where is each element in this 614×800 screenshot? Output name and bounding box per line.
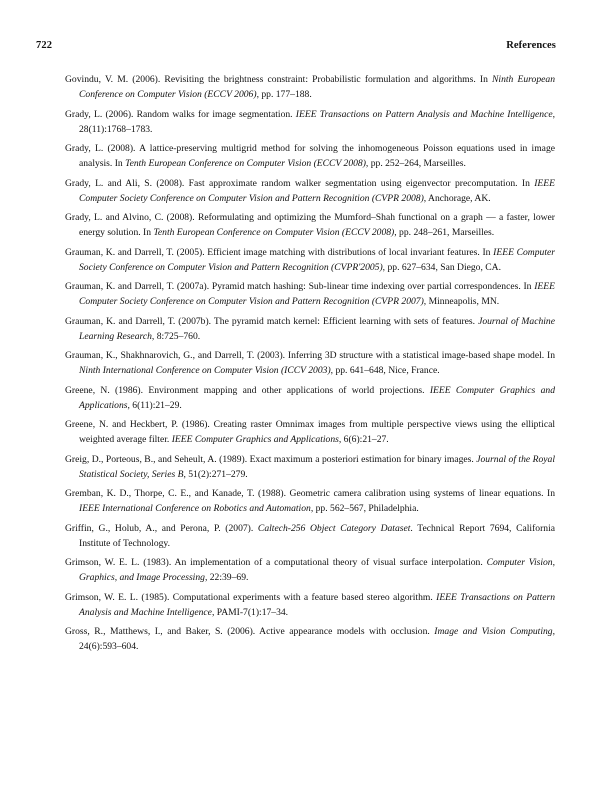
reference-entry: Grimson, W. E. L. (1985). Computational experiments with a feature based stereo algorithm. IEEE Transactions on Pattern Analysis and Machine Intelligence, PAMI-7(1):17–34. [65, 591, 555, 618]
running-header [36, 40, 556, 51]
page-number: 722 [36, 40, 53, 51]
section-title: References [506, 40, 556, 51]
reference-entry: Gremban, K. D., Thorpe, C. E., and Kanade, T. (1988). Geometric camera calibration using systems of linear equations. In IEEE International Conference on Robotics and Automation, pp. 562–567, Philadelphia. [65, 488, 555, 514]
reference-entry: Greig, D., Porteous, B., and Seheult, A. (1989). Exact maximum a posteriori estimation for binary images. Journal of the Royal Statistical Society, Series B, 51(2):271–279. [65, 453, 555, 480]
reference-entry: Greene, N. and Heckbert, P. (1986). Creating raster Omnimax images from multiple perspective views using the elliptical weighted average filter. IEEE Computer Graphics and Applications, 6(6):21–27. [65, 419, 555, 445]
reference-list [65, 72, 555, 659]
reference-entry: Gross, R., Matthews, I., and Baker, S. (2006). Active appearance models with occlusion. Image and Vision Computing, 24(6):593–604. [65, 626, 555, 652]
reference-entry: Grauman, K. and Darrell, T. (2005). Efficient image matching with distributions of local invariant features. In IEEE Computer Society Conference on Computer Vision and Pattern Recognition (CVPR'2005), pp. 627–634, San Diego, CA. [65, 246, 555, 273]
reference-entry: Govindu, V. M. (2006). Revisiting the brightness constraint: Probabilistic formulation and algorithms. In Ninth European Conference on Computer Vision (ECCV 2006), pp. 177–188. [65, 74, 555, 100]
reference-entry: Grauman, K. and Darrell, T. (2007a). Pyramid match hashing: Sub-linear time indexing over partial correspondences. In IEEE Computer Society Conference on Computer Vision and Pattern Recognition (CVPR 2007), Minneapolis, MN. [65, 281, 555, 307]
reference-entry: Grauman, K., Shakhnarovich, G., and Darrell, T. (2003). Inferring 3D structure with a statistical image-based shape model. In Ninth International Conference on Computer Vision (ICCV 2003), pp. 641–648, Nice, France. [65, 350, 555, 376]
reference-entry: Griffin, G., Holub, A., and Perona, P. (2007). Caltech-256 Object Category Dataset. Technical Report 7694, California Institute of Technology. [65, 522, 555, 549]
reference-entry: Grady, L. (2008). A lattice-preserving multigrid method for solving the inhomogeneous Poisson equations used in image analysis. In Tenth European Conference on Computer Vision (ECCV 2008), pp. 252–264, Marseilles. [65, 143, 555, 169]
reference-entry: Grauman, K. and Darrell, T. (2007b). The pyramid match kernel: Efficient learning with sets of features. Journal of Machine Learning Research, 8:725–760. [65, 315, 555, 342]
reference-entry: Greene, N. (1986). Environment mapping and other applications of world projections. IEEE Computer Graphics and Applications, 6(11):21–29. [65, 384, 555, 411]
reference-entry: Grady, L. and Alvino, C. (2008). Reformulating and optimizing the Mumford–Shah functional on a graph — a faster, lower energy solution. In Tenth European Conference on Computer Vision (ECCV 2008), pp. 248–261, Marseilles. [65, 212, 555, 238]
reference-entry: Grady, L. (2006). Random walks for image segmentation. IEEE Transactions on Pattern Analysis and Machine Intelligence, 28(11):1768–1783. [65, 108, 555, 135]
reference-entry: Grady, L. and Ali, S. (2008). Fast approximate random walker segmentation using eigenvector precomputation. In IEEE Computer Society Conference on Computer Vision and Pattern Recognition (CVPR 2008), Anchorage, AK. [65, 177, 555, 204]
reference-entry: Grimson, W. E. L. (1983). An implementation of a computational theory of visual surface interpolation. Computer Vision, Graphics, and Image Processing, 22:39–69. [65, 557, 555, 583]
